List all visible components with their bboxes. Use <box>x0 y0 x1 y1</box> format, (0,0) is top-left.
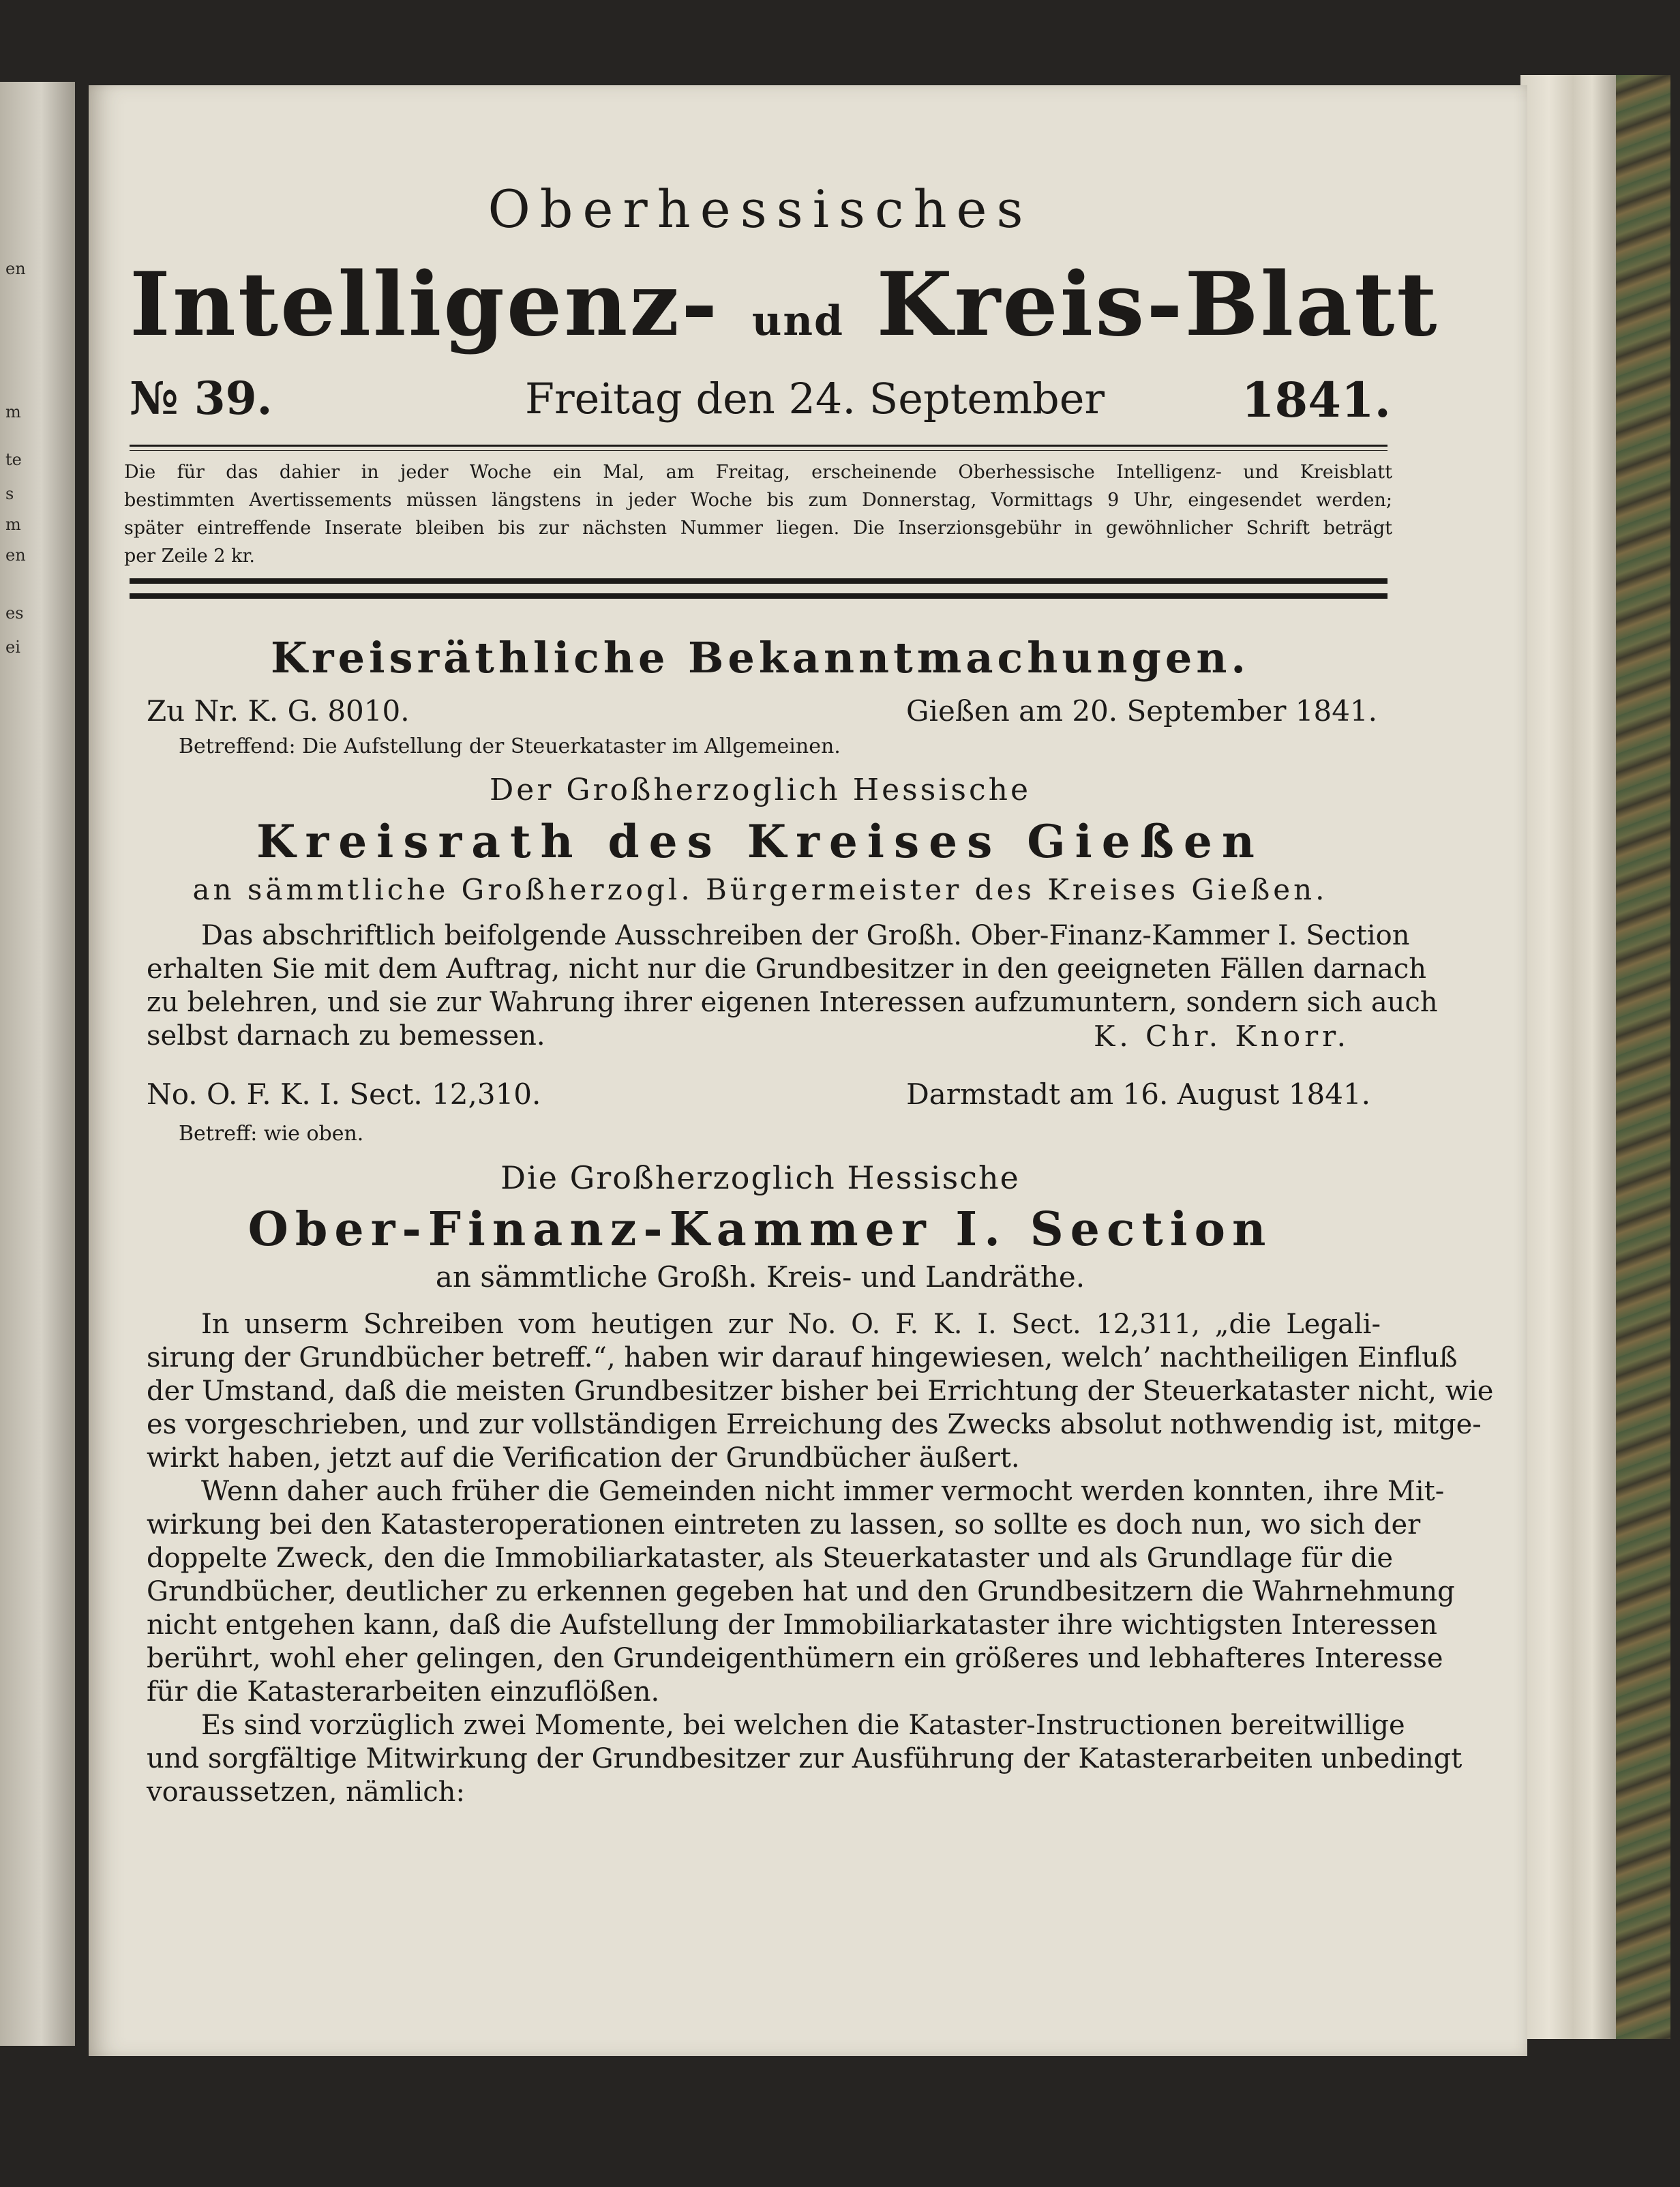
masthead-title <box>130 254 1439 356</box>
notice1-body-line: Das abschriftlich beifolgende Ausschreiben der Großh. Ober-Finanz-Kammer I. Section <box>201 920 1410 951</box>
paragraph-line: berührt, wohl eher gelingen, den Grundeigenthümern ein größeres und lebhafteres Interesse <box>147 1643 1443 1674</box>
paragraph-line: und sorgfältige Mitwirkung der Grundbesitzer zur Ausführung der Katasterarbeiten unbedingt <box>147 1743 1462 1774</box>
paragraph-line: voraussetzen, nämlich: <box>147 1776 465 1808</box>
notice1-body-line: selbst darnach zu bemessen. <box>147 1020 545 1052</box>
notice1-body-line: zu belehren, und sie zur Wahrung ihrer eigenen Interessen aufzumuntern, sondern sich auch <box>147 987 1438 1018</box>
issue-number: № 39. <box>130 372 273 425</box>
prev-page-fragment: m <box>5 515 21 534</box>
paragraph-line: wirkung bei den Katasteroperationen eintreten zu lassen, so sollte es doch nun, wo sich der <box>147 1509 1421 1541</box>
notice-rule-thick <box>130 578 1388 584</box>
masthead-title-part-a: Intelligenz- <box>130 254 720 356</box>
paragraph-line: sirung der Grundbücher betreff.“, haben wir darauf hingewiesen, welch’ nachtheiligen Einfluß <box>147 1342 1458 1373</box>
notice-rule-thick-2 <box>130 593 1388 599</box>
prev-page-fragment: te <box>5 450 22 469</box>
paragraph-line: Es sind vorzüglich zwei Momente, bei welchen die Kataster-Instructionen bereitwillige <box>201 1710 1405 1741</box>
prev-page-fragment: ei <box>5 638 20 657</box>
notice-line: per Zeile 2 kr. <box>124 546 255 567</box>
notice1-issuer: Kreisrath des Kreises Gießen <box>256 815 1264 868</box>
paragraph-line: wirkt haben, jetzt auf die Verification der Grundbücher äußert. <box>147 1442 1020 1474</box>
paragraph-line: für die Katasterarbeiten einzuflößen. <box>147 1676 660 1708</box>
notice2-place-date: Darmstadt am 16. August 1841. <box>906 1077 1370 1111</box>
notice2-issuer: Ober-Finanz-Kammer I. Section <box>247 1202 1273 1257</box>
prev-page-fragment: en <box>5 546 26 565</box>
section-title: Kreisräthliche Bekanntmachungen. <box>271 633 1250 683</box>
paragraph-line: es vorgeschrieben, und zur vollständigen Erreichung des Zwecks absolut nothwendig ist, mitge- <box>147 1409 1482 1440</box>
notice1-reference: Zu Nr. K. G. 8010. <box>147 694 410 728</box>
notice2-addressee: an sämmtliche Großh. Kreis- und Landräthe. <box>435 1260 1085 1294</box>
masthead-kicker: Oberhessisches <box>487 179 1033 239</box>
paragraph-line: Grundbücher, deutlicher zu erkennen gegeben hat und den Grundbesitzern die Wahrnehmung <box>147 1576 1455 1607</box>
notice1-place-date: Gießen am 20. September 1841. <box>906 694 1377 728</box>
prev-page-fragment: s <box>5 484 14 503</box>
notice1-issuer-pre: Der Großherzoglich Hessische <box>490 773 1031 807</box>
notice2-reference: No. O. F. K. I. Sect. 12,310. <box>147 1077 541 1111</box>
paragraph-line: In unserm Schreiben vom heutigen zur No. O. F. K. I. Sect. 12,311, „die Legali- <box>201 1309 1381 1340</box>
notice-line: später eintreffende Inserate bleiben bis zur nächsten Nummer liegen. Die Inserzionsgebühr in gewöhnlicher Schrift beträgt <box>124 518 1392 539</box>
notice-line: Die für das dahier in jeder Woche ein Mal, am Freitag, erscheinende Oberhessische Intelligenz- und Kreisblatt <box>124 462 1392 483</box>
paragraph-line: nicht entgehen kann, daß die Aufstellung der Immobiliarkataster ihre wichtigsten Interessen <box>147 1609 1438 1641</box>
publication-notice <box>124 458 1392 570</box>
masthead-title-und: und <box>751 297 844 345</box>
header-rule-thin <box>130 450 1388 451</box>
paragraph-line: der Umstand, daß die meisten Grundbesitzer bisher bei Errichtung der Steuerkataster nicht, wie <box>147 1375 1494 1407</box>
notice-line: bestimmten Avertissements müssen längstens in jeder Woche bis zum Donnerstag, Vormittags 9 Uhr, eingesendet werden; <box>124 490 1392 511</box>
marbled-cover <box>1616 75 1670 2039</box>
notice1-body-line: erhalten Sie mit dem Auftrag, nicht nur die Grundbesitzer in den geeigneten Fällen darnach <box>147 953 1427 985</box>
header-rule-top <box>130 445 1388 447</box>
masthead-title-part-b: Kreis-Blatt <box>876 254 1439 356</box>
page-stack-edge <box>1520 75 1616 2039</box>
paragraph-line: doppelte Zweck, den die Immobiliarkataster, als Steuerkataster und als Grundlage für die <box>147 1543 1394 1574</box>
issue-year: 1841. <box>1241 372 1391 428</box>
notice1-subject: Betreffend: Die Aufstellung der Steuerkataster im Allgemeinen. <box>179 734 841 758</box>
prev-page-fragment: en <box>5 259 26 278</box>
notice1-signature: K. Chr. Knorr. <box>1093 1020 1350 1053</box>
issue-date: Freitag den 24. September <box>525 374 1105 423</box>
notice2-issuer-pre: Die Großherzoglich Hessische <box>500 1159 1020 1196</box>
paragraph-line: Wenn daher auch früher die Gemeinden nicht immer vermocht werden konnten, ihre Mit- <box>201 1476 1445 1507</box>
notice1-addressee: an sämmtliche Großherzogl. Bürgermeister des Kreises Gießen. <box>192 873 1328 906</box>
notice2-body <box>147 1308 1494 1809</box>
prev-page-fragment: es <box>5 604 24 623</box>
prev-page-fragment: m <box>5 402 21 421</box>
notice2-subject: Betreff: wie oben. <box>179 1122 364 1146</box>
previous-page-edge <box>0 82 75 2046</box>
